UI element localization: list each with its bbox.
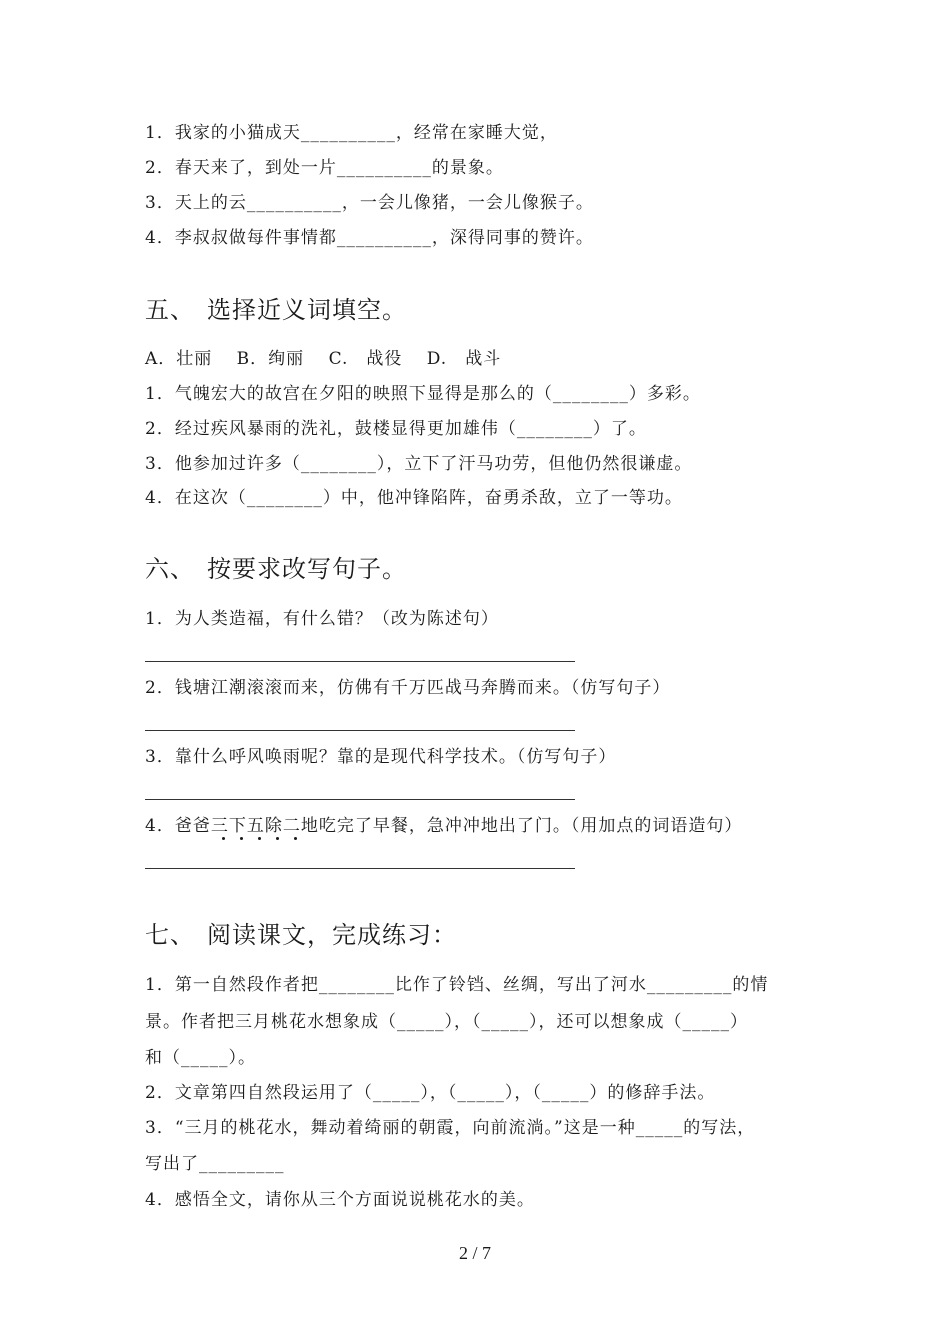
section-5-number: 五、 <box>145 296 195 324</box>
section-7-heading <box>145 920 457 950</box>
section-6-heading <box>145 554 407 584</box>
sec7-line-2: 景。作者把三月桃花水想象成（_____），（_____），还可以想象成（_____） <box>145 1012 748 1032</box>
page-number: 2 / 7 <box>458 1243 491 1263</box>
sec7-line-3: 和（_____）。 <box>145 1048 256 1068</box>
answer-line-1[interactable] <box>145 661 575 662</box>
sec7-line-7: 4．感悟全文，请你从三个方面说说桃花水的美。 <box>145 1190 535 1210</box>
sec4-item-2: 2．春天来了，到处一片__________的景象。 <box>145 158 504 178</box>
sec6-item-3: 3．靠什么呼风唤雨呢？靠的是现代科学技术。（仿写句子） <box>145 747 617 767</box>
sec5-options: A．壮丽 B．绚丽 C. 战役 D. 战斗 <box>145 349 502 369</box>
sec7-line-6: 写出了_________ <box>145 1154 285 1174</box>
emphasis-dots <box>220 837 300 843</box>
sec5-item-4: 4．在这次（________）中，他冲锋陷阵，奋勇杀敌，立了一等功。 <box>145 488 683 508</box>
section-5-title: 选择近义词填空。 <box>207 296 407 324</box>
section-6-title: 按要求改写句子。 <box>207 555 407 583</box>
answer-line-2[interactable] <box>145 730 575 731</box>
answer-line-3[interactable] <box>145 799 575 800</box>
sec6-item-1: 1．为人类造福，有什么错？（改为陈述句） <box>145 609 499 629</box>
section-5-heading <box>145 295 407 325</box>
sec4-item-3: 3．天上的云__________，一会儿像猪，一会儿像猴子。 <box>145 193 594 213</box>
sec6-item-4: 4．爸爸三下五除二地吃完了早餐，急冲冲地出了门。（用加点的词语造句） <box>145 816 743 836</box>
sec4-item-4: 4．李叔叔做每件事情都__________，深得同事的赞许。 <box>145 228 594 248</box>
sec7-line-1: 1．第一自然段作者把________比作了铃铛、丝绸，写出了河水_________的情 <box>145 975 769 995</box>
section-7-title: 阅读课文，完成练习： <box>207 921 457 949</box>
sec5-item-3: 3．他参加过许多（________），立下了汗马功劳，但他仍然很谦虚。 <box>145 454 693 474</box>
section-7-number: 七、 <box>145 921 195 949</box>
sec5-item-2: 2．经过疾风暴雨的洗礼，鼓楼显得更加雄伟（________）了。 <box>145 419 647 439</box>
sec7-line-4: 2．文章第四自然段运用了（_____），（_____），（_____）的修辞手法。 <box>145 1083 716 1103</box>
sec4-item-1: 1．我家的小猫成天__________，经常在家睡大觉， <box>145 123 558 143</box>
sec6-item-2: 2．钱塘江潮滚滚而来，仿佛有千万匹战马奔腾而来。（仿写句子） <box>145 678 671 698</box>
section-6-number: 六、 <box>145 555 195 583</box>
answer-line-4[interactable] <box>145 868 575 869</box>
sec5-item-1: 1．气魄宏大的故宫在夕阳的映照下显得是那么的（________）多彩。 <box>145 384 701 404</box>
sec7-line-5: 3．“三月的桃花水，舞动着绮丽的朝霞，向前流淌。”这是一种_____的写法， <box>145 1118 756 1138</box>
